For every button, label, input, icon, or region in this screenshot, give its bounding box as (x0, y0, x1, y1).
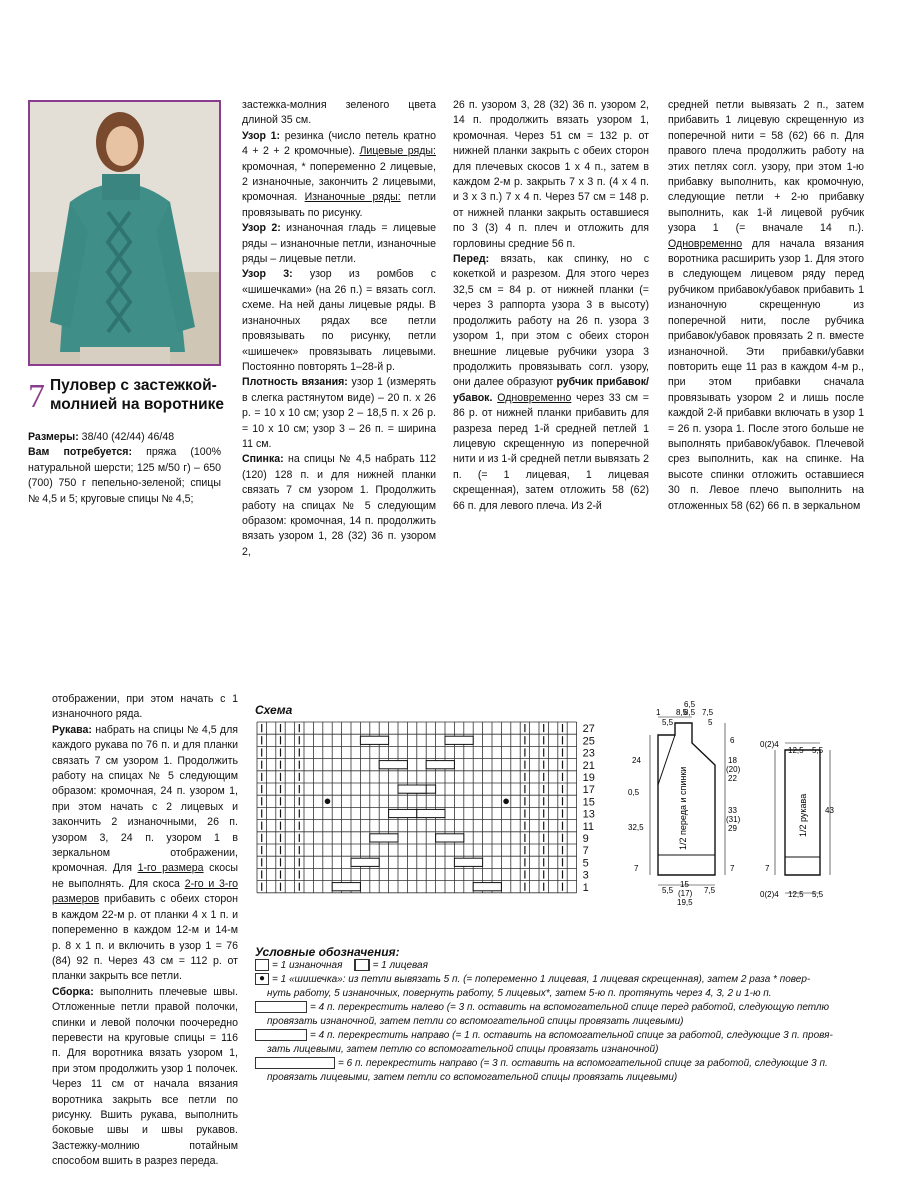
dim-top-5: 8,5 (684, 708, 696, 717)
front-label: Перед: (453, 253, 490, 266)
front-text-2: через 33 см = 86 р. от нижней планки прибавить для разреза перед 1-й средней петлей 1 лицевую скрещенную из поперечной нити и из 1-й средней петли вывязать 2 п. (= 1 лицевая, 1 лицевая скрещенная), затем отложить 58 (62) 66 п. для левого плеча. Из 2-й (453, 391, 649, 512)
legend-title: Условные обозначения: (255, 945, 400, 959)
sleeve-length: 43 (825, 806, 834, 815)
cable-cross (351, 858, 379, 866)
pattern-number: 7 (28, 378, 45, 415)
dim-top-2: 5,5 (662, 718, 674, 727)
right-rows-label: Лицевые ряды: (359, 145, 436, 158)
sleeve-dim-top-1: 0(2)4 (760, 740, 779, 749)
cable-cross (473, 883, 501, 891)
instructions-column-4 (668, 98, 864, 514)
legend-purl: = 1 изнаночная (272, 960, 343, 971)
instructions-column-5 (52, 692, 238, 1170)
schema-title: Схема (255, 703, 293, 717)
row-number: 17 (582, 784, 595, 797)
dim-right-5: 33 (728, 806, 737, 815)
sleeve-dim-bottom-2: 12,5 (788, 890, 804, 899)
legend-cross4-left: = 4 п. перекрестить налево (= 3 п. оставить на вспомогательной спице перед работой, следующую петлю (310, 1002, 830, 1013)
cable-cross (389, 809, 417, 817)
density-text: узор 1 (измерять в слегка растянутом виде) – 20 п. х 26 р. = 10 х 10 см; узор 2 – 18,5 п. х 26 р. = 10 х 10 см; узор 3 – 26 п. = ширина 11 см. (242, 376, 436, 450)
sizes-label: Размеры: (28, 431, 79, 443)
legend-cross6-right-2: провязать лицевыми, затем петли со вспомогательной спицы провязать лицевыми) (267, 1072, 678, 1083)
cross-4-left-icon (255, 1001, 307, 1013)
zipper-text: застежка-молния зеленого цвета длиной 35 см. (242, 99, 436, 127)
dim-top-1: 1 (656, 708, 661, 717)
pattern3-label: Узор 3: (242, 268, 293, 281)
back-continued: 26 п. узором 3, 28 (32) 36 п. узором 2, 14 п. продолжить вязать узором 1, кромочная. Через 51 см = 132 р. от нижней планки закрыть с обеих сторон для плечевых скосов 1 х 4 п., затем в каждом 2-м р. закрыть 7 х 3 п. (4 х 4 п. и 3 х 3 п.) 7 х 4 п. Через 57 см = 148 р. от нижней планки закрыть оставшиеся по 3 (3) 4 п. плеч и отложить для горловины средние 56 п. (453, 99, 649, 250)
row-number: 19 (582, 772, 595, 784)
dim-right-6: (31) (726, 815, 741, 824)
row-number: 1 (582, 881, 589, 894)
pattern1-text-3: петли провязывать по рисунку. (242, 191, 436, 219)
dim-right-3: (20) (726, 765, 741, 774)
density-label: Плотность вязания: (242, 376, 348, 389)
row-number: 15 (582, 796, 595, 809)
dim-band-right: 7 (730, 864, 735, 873)
legend (255, 945, 835, 1085)
legend-cross6-right: = 6 п. перекрестить направо (= 3 п. оставить на вспомогательной спице за работой, следующие 3 п. (338, 1058, 828, 1069)
legend-knit: = 1 лицевая (372, 960, 428, 971)
dim-band-front: 7 (634, 864, 639, 873)
collar-text: для начала вязания воротника расширить узор 1. Для этого в следующем лицевом ряду перед рубчиком прибавок/убавок прибавить 1 изнаночную скрещенную из поперечной нити, после рубчика прибавок/убавок провязать 2 п. вместе изнаночной. Эти прибавки/убавки повторить еще 11 раз в каждом 4-м р., при этом прибавки сначала провязывать узором 2 и лишь после каждой 2-й прибавки включать в узор 1 = 26 п. узора 1. После этого больше не выполнять прибавок/убавок. Плечевой срез выполнить, как на спинке. На высоте спинки отложить оставшиеся 30 п. Левое плечо выполнить на отложенных 58 (62) 66 п. в зеркальном (668, 237, 864, 512)
cross-6-right-icon (255, 1057, 335, 1069)
cable-cross (332, 883, 360, 891)
mirror-text: отображении, при этом начать с 1 изнаночного ряда. (52, 693, 238, 721)
cable-cross (398, 785, 426, 793)
row-number: 23 (582, 747, 595, 760)
cable-cross (370, 834, 398, 842)
sleeve-dim-top-3: 5,5 (812, 746, 824, 755)
cable-cross (360, 736, 388, 744)
sleeve-dim-bottom-3: 5,5 (812, 890, 824, 899)
pattern2-text: изнаночная гладь = лицевые ряды – изнаночные петли, изнаночные ряды – лицевые петли. (242, 222, 436, 266)
dim-shoulder-drop: 0,5 (628, 788, 640, 797)
sleeve-dim-bottom-1: 0(2)4 (760, 890, 779, 899)
legend-bobble: = 1 «шишечка»: из петли вывязать 5 п. (= попеременно 1 лицевая, 1 лицевая скрещенная), затем 2 раза * повер- (272, 974, 811, 985)
dim-width-3: 19,5 (677, 898, 693, 907)
sleeves-text: набрать на спицы № 4,5 для каждого рукава по 76 п. и для планки связать 7 см узором 1. Продолжить работу на спицах № 5 следующим образом: кромочная, 24 п. узором 1, при этом начать с 2 лицевых и закончить 2 изнаночными, 26 п. узором 3, 24 п. узором 1 в зеркальном отображении, кромочная. Для (52, 723, 238, 875)
knitting-chart (255, 718, 615, 908)
legend-bobble-2: нуть работу, 5 изнаночных, повернуть работу, 5 лицевых*, затем 5-ю п. протянуть через 4, 3, 2 и 1-ю п. (267, 988, 772, 999)
cable-cross (445, 736, 473, 744)
dim-front-length: 32,5 (628, 823, 644, 832)
pattern1-text-2: кромочная, * попеременно 2 лицевые, 2 изнаночные, закончить 2 лицевыми, кромочная. (242, 160, 436, 204)
wrong-rows-label: Изнаночные ряды: (304, 191, 401, 204)
legend-cross4-right: = 4 п. перекрестить направо (= 1 п. оставить на вспомогательной спице за работой, следующие 3 п. провя- (310, 1030, 833, 1041)
dim-width-1: 15 (680, 880, 689, 889)
instructions-column-2 (242, 98, 436, 560)
size1-label: 1-го размера (137, 862, 204, 875)
garment-schematic (620, 700, 840, 910)
pattern-title: Пуловер с застежкой-молнией на воротнике (50, 377, 225, 413)
sleeves-text-3: прибавить с обеих сторон в каждом 22-м р. от планки 4 х 1 п. и попеременно в каждом 12-м и 14-м р. 8 х 1 п. и включить в узор 1 = 76 (84) 92 п. Через 43 см = 112 р. от планки закрыть все петли. (52, 893, 238, 983)
materials-label: Вам потребуется: (28, 446, 133, 459)
dim-top-4: 6,5 (684, 700, 696, 709)
row-number: 5 (582, 857, 589, 870)
cross-4-right-icon (255, 1029, 307, 1041)
row-number: 25 (582, 735, 595, 748)
front-text: вязать, как спинку, но с кокеткой и разрезом. Для этого через 32,5 см = 84 р. от нижней планки (= через 3 раппорта узора 3 в высоту) продолжить работу на 26 п. узора 3 узором 1, при этом с обеих сторон внешние лицевые рубчики узора 3 продолжить провязывать согл. узору, они далее образуют (453, 253, 649, 389)
materials-text: пряжа (100% натуральной шерсти; 125 м/50 г) – 650 (700) 750 г пепельно-зеленой; спицы № 4,5 и 5; круговые спицы № 4,5; (28, 446, 222, 505)
sweater-photo (28, 100, 221, 366)
sizes-text: 38/40 (42/44) 46/48 (78, 431, 175, 443)
instructions-column-3 (453, 98, 649, 514)
cable-cross (454, 858, 482, 866)
back-label: Спинка: (242, 453, 284, 466)
cable-cross (417, 809, 445, 817)
materials-column (28, 430, 221, 507)
dim-bottom-left: 5,5 (662, 886, 674, 895)
rib-label: рубчик прибавок/убавок. (453, 376, 649, 404)
pattern1-text: резинка (число петель кратно 4 + 2 + 2 кромочные). (242, 129, 436, 158)
dim-top-6: 7,5 (702, 708, 714, 717)
woman-in-sweater-illustration (30, 102, 219, 364)
sleeves-label: Рукава: (52, 723, 92, 736)
dim-right-7: 29 (728, 824, 737, 833)
front-back-label: 1/2 переда и спинки (678, 766, 688, 850)
sleeve-dim-top-2: 12,5 (788, 746, 804, 755)
assembly-label: Сборка: (52, 985, 94, 998)
row-number: 13 (582, 808, 595, 821)
bobble-symbol-icon: ● (255, 973, 269, 985)
dim-right-1: 6 (730, 736, 735, 745)
bobble-icon (503, 799, 509, 805)
bobble-icon (325, 799, 331, 805)
dim-right-4: 22 (728, 774, 737, 783)
row-number: 27 (582, 723, 595, 736)
row-number: 21 (582, 759, 595, 772)
dim-top-7: 5 (708, 718, 713, 727)
legend-cross4-left-2: провязать изнаночной, затем петли со вспомогательной спицы провязать лицевыми) (267, 1016, 684, 1027)
pattern1-label: Узор 1: (242, 129, 281, 142)
back-text: на спицы № 4,5 набрать 112 (120) 128 п. и для нижней планки связать 7 см узором 1. Продолжить работу на спицах № 5 следующим образом: кромочная, 14 п. продолжить вязать узором 1, 28 (32) 36 п. узором 2, (242, 453, 436, 558)
pattern3-text: узор из ромбов с «шишечками» (на 26 п.) = вязать согл. схеме. На ней даны лицевые ряды. В изнаночных рядах все петли провязывать по рисунку, петли «шишечек» провязывать лицевыми. Постоянно повторять 1–28-й р. (242, 268, 436, 373)
row-number: 3 (582, 869, 589, 882)
size23-label: 2-го и 3-го размеров (52, 877, 238, 906)
assembly-text: выполнить плечевые швы. Отложенные петли правой полочки, спинки и левой полочки поочередно перевести на круговые спицы = 116 п. Для воротника вязать узором 1, при этом продолжить узор 1 полочек. Через 11 см от начала вязания воротника закрыть все петли по рисунку. Вшить рукава, выполнить боковые швы и швы рукавов. Застежку-молнию потайным способом вшить в разрез переда. (52, 985, 238, 1168)
front-continued: средней петли вывязать 2 п., затем прибавить 1 лицевую скрещенную из поперечной нити = 58 (62) 66 п. Для правого плеча продолжить работу на этих петлях согл. узору, при этом 1-ю прибавку выполнить, как кромочную, следующие петли + 2-ю прибавку выполнить, как 1-й лицевой рубчик узора 1 (= вначале 14 п.). (668, 99, 864, 235)
purl-symbol-icon (255, 959, 269, 971)
simultaneously-label: Одновременно (497, 391, 572, 404)
pattern2-label: Узор 2: (242, 222, 281, 235)
sleeve-band: 7 (765, 864, 770, 873)
dim-right-2: 18 (728, 756, 737, 765)
row-number: 11 (582, 820, 595, 833)
dim-top-3: 8,5 (676, 708, 688, 717)
simultaneously-label-2: Одновременно (668, 237, 743, 250)
cable-cross (426, 761, 454, 769)
cable-cross (379, 761, 407, 769)
dim-bottom-right: 7,5 (704, 886, 716, 895)
chart-grid (257, 722, 577, 893)
row-number: 7 (582, 845, 589, 858)
dim-neck: 24 (632, 756, 641, 765)
sleeve-label: 1/2 рукава (798, 793, 808, 837)
knit-symbol-icon (354, 959, 370, 971)
sleeves-text-2: скосы не выполнять. Для скоса (52, 862, 239, 890)
row-number: 9 (582, 833, 589, 845)
dim-width-2: (17) (678, 889, 693, 898)
cable-cross (436, 834, 464, 842)
legend-cross4-right-2: зать лицевыми, затем петлю со вспомогательной спицы провязать изнаночной) (267, 1044, 659, 1055)
